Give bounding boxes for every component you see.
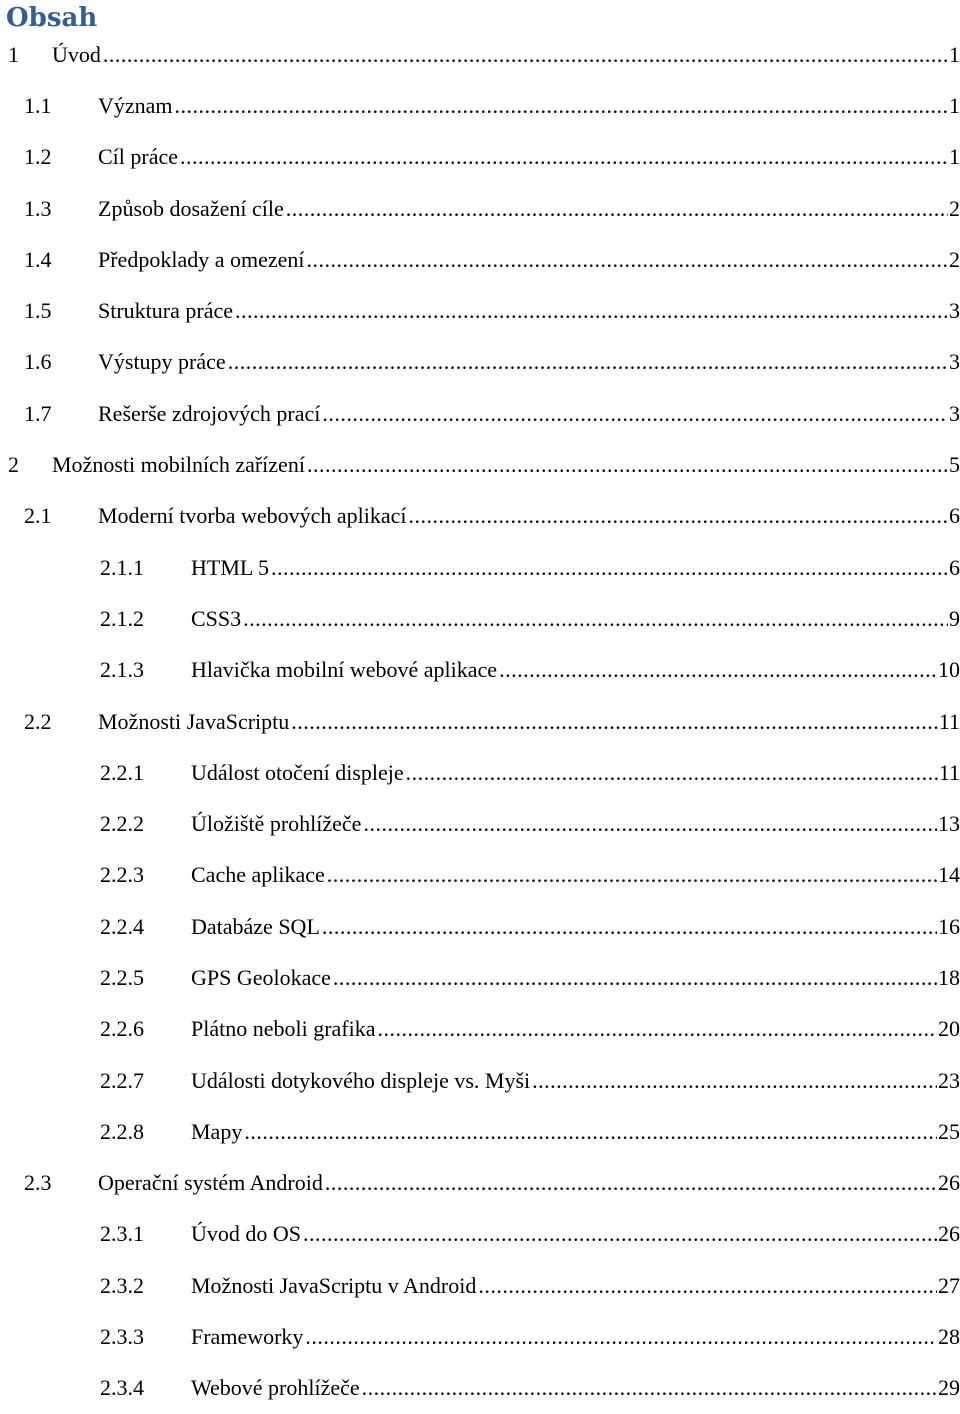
- toc-entry-label[interactable]: HTML 5: [191, 554, 270, 580]
- toc-entry-page-number: 3: [949, 349, 960, 375]
- dot-leader: [325, 1172, 937, 1194]
- dot-leader: [499, 659, 937, 681]
- toc-entry-number: 2.2.8: [100, 1118, 144, 1144]
- dot-leader: [235, 300, 948, 322]
- toc-entry-page-number: 5: [949, 452, 960, 478]
- toc-entry-page-number: 26: [938, 1221, 960, 1247]
- toc-entry-number: 1.7: [24, 400, 52, 426]
- toc-entry-line: [191, 1068, 960, 1094]
- toc-entry-page-number: 29: [938, 1375, 960, 1401]
- toc-entry-number: 2.2: [24, 708, 52, 734]
- toc-entry[interactable]: [0, 29, 960, 80]
- toc-entry-label[interactable]: Frameworky: [191, 1324, 304, 1350]
- toc-entry-label[interactable]: GPS Geolokace: [191, 964, 331, 990]
- toc-entry-line: [98, 196, 960, 222]
- toc-entry-page-number: 2: [949, 195, 960, 221]
- toc-entry-line: [191, 965, 960, 991]
- toc-entry-number: 2.2.1: [100, 759, 144, 785]
- toc-entry-label[interactable]: Úvod do OS: [191, 1221, 302, 1247]
- toc-entry-line: [98, 503, 960, 529]
- toc-entry-page-number: 20: [938, 1016, 960, 1042]
- toc-entry-number: 2.3: [24, 1170, 52, 1196]
- toc-entry-number: 1.6: [24, 349, 52, 375]
- toc-entry-number: 2.3.2: [100, 1272, 144, 1298]
- toc-entry[interactable]: [0, 1260, 960, 1311]
- toc-entry-label[interactable]: Operační systém Android: [98, 1170, 323, 1196]
- dot-leader: [363, 813, 937, 835]
- toc-entry-label[interactable]: Možnosti mobilních zařízení: [52, 452, 305, 478]
- toc-entry[interactable]: [0, 696, 960, 747]
- toc-entry-page-number: 6: [949, 503, 960, 529]
- toc-entry-line: [191, 811, 960, 837]
- dot-leader: [307, 454, 948, 476]
- toc-entry-line: [98, 298, 960, 324]
- toc-entry[interactable]: [0, 952, 960, 1003]
- dot-leader: [305, 1326, 937, 1348]
- toc-entry-line: [98, 349, 960, 375]
- toc-entry-number: 1.2: [24, 144, 52, 170]
- toc-entry-line: [98, 1170, 960, 1196]
- toc-entry-number: 2: [8, 452, 19, 478]
- toc-entry-line: [98, 93, 960, 119]
- toc-entry[interactable]: [0, 388, 960, 439]
- toc-entry-page-number: 27: [938, 1272, 960, 1298]
- toc-entry-line: [191, 862, 960, 888]
- toc-entry-page-number: 16: [938, 913, 960, 939]
- toc-entry-number: 2.2.3: [100, 862, 144, 888]
- dot-leader: [322, 916, 937, 938]
- dot-leader: [378, 1018, 937, 1040]
- toc-entry[interactable]: [0, 593, 960, 644]
- toc-entry[interactable]: [0, 80, 960, 131]
- toc-entry-page-number: 18: [938, 964, 960, 990]
- toc-entry-number: 1.1: [24, 92, 52, 118]
- toc-entry-page-number: 11: [938, 759, 960, 785]
- toc-entry[interactable]: [0, 798, 960, 849]
- toc-entry[interactable]: [0, 1106, 960, 1157]
- dot-leader: [228, 351, 948, 373]
- toc-entry-label[interactable]: Plátno neboli grafika: [191, 1016, 376, 1042]
- dot-leader: [286, 198, 948, 220]
- toc-entry-number: 1: [8, 41, 19, 67]
- toc-entry[interactable]: [0, 439, 960, 490]
- toc-entry-page-number: 1: [949, 41, 960, 67]
- dot-leader: [362, 1377, 937, 1399]
- toc-entry-line: [191, 1221, 960, 1247]
- toc-entry-number: 1.5: [24, 298, 52, 324]
- toc-entry-line: [191, 914, 960, 940]
- dot-leader: [333, 967, 937, 989]
- toc-entry[interactable]: [0, 491, 960, 542]
- toc-entry-label[interactable]: Struktura práce: [98, 298, 233, 324]
- toc-entry-number: 2.2.6: [100, 1016, 144, 1042]
- toc-entry-label[interactable]: Možnosti JavaScriptu v Android: [191, 1272, 477, 1298]
- dot-leader: [532, 1070, 937, 1092]
- toc-entry-line: [191, 657, 960, 683]
- dot-leader: [271, 557, 948, 579]
- toc-entry-page-number: 9: [949, 605, 960, 631]
- toc-entry-page-number: 10: [938, 657, 960, 683]
- toc-entry[interactable]: [0, 285, 960, 336]
- toc-entry[interactable]: [0, 747, 960, 798]
- toc-entry-label[interactable]: Události dotykového displeje vs. Myši: [191, 1067, 531, 1093]
- toc-entry-page-number: 26: [938, 1170, 960, 1196]
- toc-entry[interactable]: [0, 132, 960, 183]
- toc-entry-line: [191, 1273, 960, 1299]
- toc-entry-page-number: 13: [938, 811, 960, 837]
- toc-entry-label[interactable]: Možnosti JavaScriptu: [98, 708, 290, 734]
- toc-heading: Obsah: [6, 3, 98, 33]
- toc-entry-number: 2.2.4: [100, 913, 144, 939]
- toc-entry-label[interactable]: Cíl práce: [98, 144, 179, 170]
- toc-entry-label[interactable]: Mapy: [191, 1118, 243, 1144]
- table-of-contents: [0, 29, 960, 1414]
- toc-entry-number: 2.1.1: [100, 554, 144, 580]
- toc-entry[interactable]: [0, 542, 960, 593]
- toc-entry-line: [52, 42, 960, 68]
- toc-entry-line: [98, 247, 960, 273]
- dot-leader: [180, 146, 948, 168]
- toc-entry-label[interactable]: Webové prohlížeče: [191, 1375, 360, 1401]
- toc-entry-line: [98, 401, 960, 427]
- toc-entry-line: [52, 452, 960, 478]
- toc-entry-number: 2.3.3: [100, 1324, 144, 1350]
- toc-entry-number: 2.1.2: [100, 605, 144, 631]
- toc-entry-number: 1.3: [24, 195, 52, 221]
- toc-entry-label[interactable]: Hlavička mobilní webové aplikace: [191, 657, 498, 683]
- toc-entry-number: 2.3.4: [100, 1375, 144, 1401]
- toc-entry-label[interactable]: Událost otočení displeje: [191, 759, 404, 785]
- dot-leader: [322, 403, 948, 425]
- toc-entry-line: [191, 1119, 960, 1145]
- dot-leader: [243, 608, 948, 630]
- toc-entry-label[interactable]: Rešerše zdrojových prací: [98, 400, 321, 426]
- toc-entry[interactable]: [0, 1209, 960, 1260]
- toc-entry-line: [98, 709, 960, 735]
- dot-leader: [291, 711, 938, 733]
- toc-entry-label[interactable]: Úvod: [52, 41, 101, 67]
- toc-entry-line: [191, 606, 960, 632]
- dot-leader: [406, 762, 938, 784]
- toc-entry-label[interactable]: Úložiště prohlížeče: [191, 811, 362, 837]
- toc-entry-label[interactable]: Moderní tvorba webových aplikací: [98, 503, 407, 529]
- toc-entry-label[interactable]: Výstupy práce: [98, 349, 226, 375]
- toc-entry-page-number: 23: [938, 1067, 960, 1093]
- toc-entry[interactable]: [0, 1158, 960, 1209]
- toc-entry-line: [98, 144, 960, 170]
- toc-entry[interactable]: [0, 1311, 960, 1362]
- dot-leader: [307, 249, 949, 271]
- toc-entry[interactable]: [0, 1363, 960, 1414]
- toc-entry[interactable]: [0, 1004, 960, 1055]
- toc-entry-page-number: 1: [949, 92, 960, 118]
- toc-entry-label[interactable]: Databáze SQL: [191, 913, 320, 939]
- toc-entry-number: 2.2.5: [100, 964, 144, 990]
- toc-entry-page-number: 1: [949, 144, 960, 170]
- toc-entry-number: 2.3.1: [100, 1221, 144, 1247]
- toc-entry-page-number: 28: [938, 1324, 960, 1350]
- toc-entry-line: [191, 555, 960, 581]
- toc-entry[interactable]: [0, 901, 960, 952]
- toc-entry-page-number: 2: [949, 246, 960, 272]
- dot-leader: [244, 1121, 937, 1143]
- toc-entry-page-number: 6: [949, 554, 960, 580]
- toc-entry[interactable]: [0, 337, 960, 388]
- toc-entry-line: [191, 1375, 960, 1401]
- toc-entry-page-number: 11: [938, 708, 960, 734]
- toc-entry-label[interactable]: CSS3: [191, 605, 242, 631]
- toc-entry[interactable]: [0, 850, 960, 901]
- toc-entry-page-number: 3: [949, 400, 960, 426]
- dot-leader: [478, 1275, 937, 1297]
- toc-entry-number: 2.2.2: [100, 811, 144, 837]
- dot-leader: [303, 1223, 937, 1245]
- toc-entry-line: [191, 1016, 960, 1042]
- toc-entry-number: 2.1.3: [100, 657, 144, 683]
- toc-entry-number: 2.1: [24, 503, 52, 529]
- toc-entry[interactable]: [0, 1055, 960, 1106]
- toc-entry[interactable]: [0, 234, 960, 285]
- dot-leader: [103, 44, 948, 66]
- toc-entry[interactable]: [0, 645, 960, 696]
- toc-entry-page-number: 25: [938, 1118, 960, 1144]
- toc-entry-number: 1.4: [24, 246, 52, 272]
- toc-entry-line: [191, 760, 960, 786]
- toc-entry-label[interactable]: Cache aplikace: [191, 862, 325, 888]
- toc-entry-label[interactable]: Význam: [98, 92, 173, 118]
- toc-entry-line: [191, 1324, 960, 1350]
- dot-leader: [327, 864, 937, 886]
- toc-entry-label[interactable]: Předpoklady a omezení: [98, 246, 305, 272]
- toc-entry-page-number: 14: [938, 862, 960, 888]
- toc-entry-label[interactable]: Způsob dosažení cíle: [98, 195, 284, 221]
- toc-entry[interactable]: [0, 183, 960, 234]
- toc-entry-page-number: 3: [949, 298, 960, 324]
- dot-leader: [409, 505, 948, 527]
- dot-leader: [175, 95, 948, 117]
- toc-entry-number: 2.2.7: [100, 1067, 144, 1093]
